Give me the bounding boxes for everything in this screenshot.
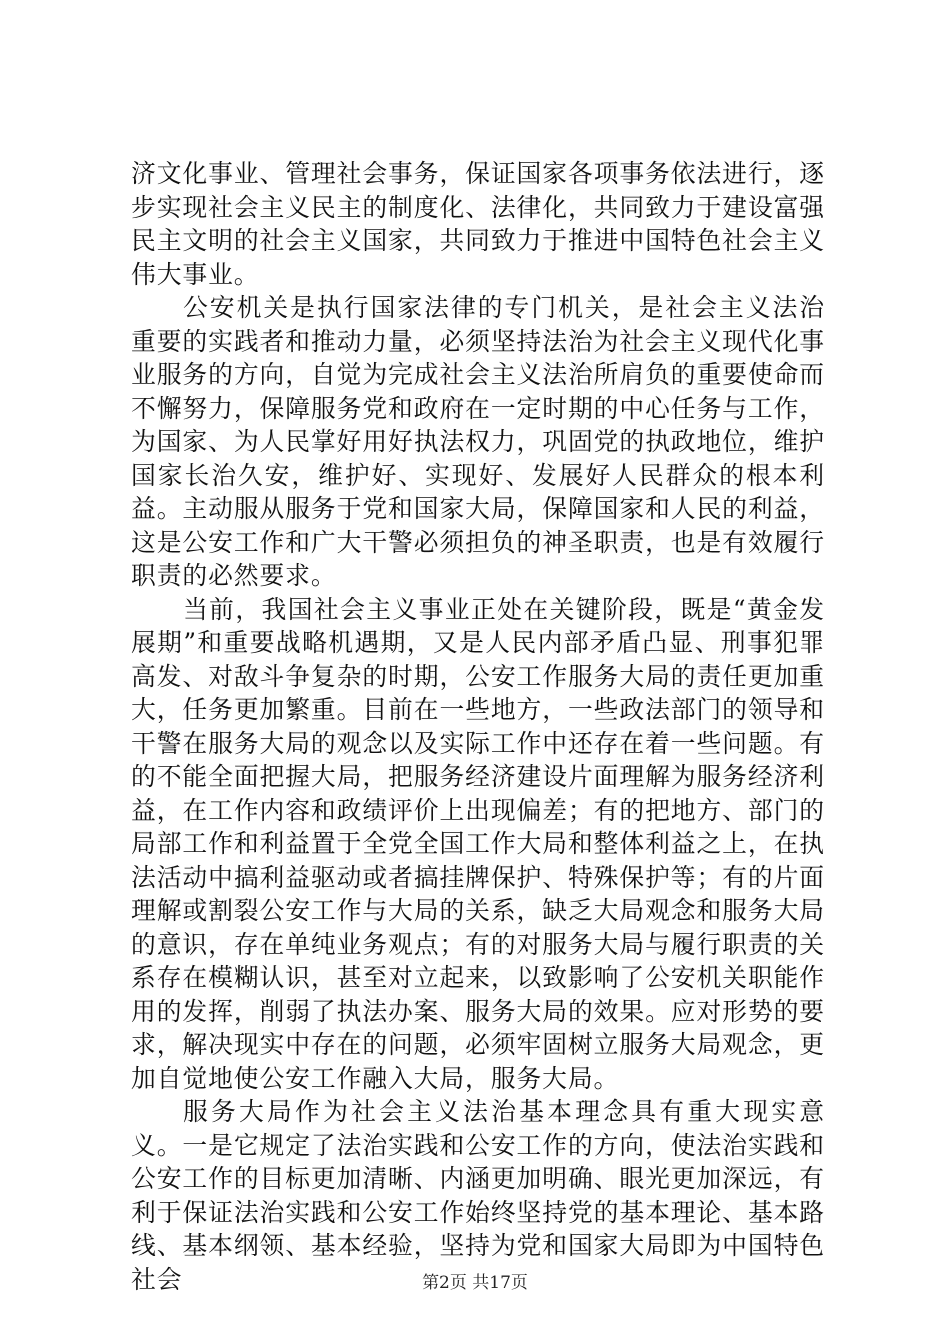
paragraph-2: 公安机关是执行国家法律的专门机关，是社会主义法治重要的实践者和推动力量，必须坚持法治为社会主义现代化事业服务的方向，自觉为完成社会主义法治所肩负的重要使命而不懈努力，保障服务党和政府在一定时期的中心任务与工作，为国家、为人民掌好用好执法权力，巩固党的执政地位，维护国家长治久安，维护好、实现好、发展好人民群众的根本利益。主动服从服务于党和国家大局，保障国家和人民的利益，这是公安工作和广大干警必须担负的神圣职责，也是有效履行职责的必然要求。 — [131, 293, 825, 590]
paragraph-1: 济文化事业、管理社会事务，保证国家各项事务依法进行，逐步实现社会主义民主的制度化、法律化，共同致力于建设富强民主文明的社会主义国家，共同致力于推进中国特色社会主义伟大事业。 — [131, 159, 825, 289]
page-number-footer: 第2页 共17页 — [422, 1273, 528, 1293]
paragraph-4: 服务大局作为社会主义法治基本理念具有重大现实意义。一是它规定了法治实践和公安工作的方向，使法治实践和公安工作的目标更加清晰、内涵更加明确、眼光更加深远，有利于保证法治实践和公安工作始终坚持党的基本理论、基本路线、基本纲领、基本经验，坚持为党和国家大局即为中国特色社会 — [131, 1097, 825, 1294]
document-body — [131, 157, 825, 1296]
paragraph-3: 当前，我国社会主义事业正处在关键阶段，既是“黄金发展期”和重要战略机遇期，又是人民内部矛盾凸显、刑事犯罪高发、对敌斗争复杂的时期，公安工作服务大局的责任更加重大，任务更加繁重。目前在一些地方，一些政法部门的领导和干警在服务大局的观念以及实际工作中还存在着一些问题。有的不能全面把握大局，把服务经济建设片面理解为服务经济利益，在工作内容和政绩评价上出现偏差；有的把地方、部门的局部工作和利益置于全党全国工作大局和整体利益之上，在执法活动中搞利益驱动或者搞挂牌保护、特殊保护等；有的片面理解或割裂公安工作与大局的关系，缺乏大局观念和服务大局的意识，存在单纯业务观点；有的对服务大局与履行职责的关系存在模糊认识，甚至对立起来，以致影响了公安机关职能作用的发挥，削弱了执法办案、服务大局的效果。应对形势的要求，解决现实中存在的问题，必须牢固树立服务大局观念，更加自觉地使公安工作融入大局，服务大局。 — [131, 594, 825, 1093]
